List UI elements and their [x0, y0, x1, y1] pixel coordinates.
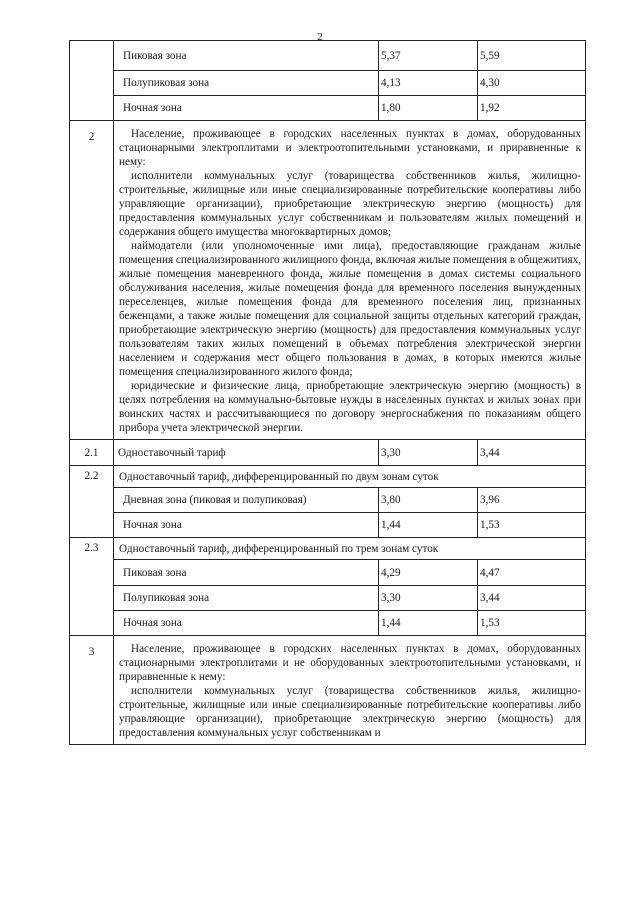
tariff-value-2: 3,44 — [478, 440, 586, 466]
table-row — [70, 488, 586, 513]
zone-label: Пиковая зона — [114, 41, 379, 71]
zone-label: Полупиковая зона — [114, 586, 379, 611]
paragraph: исполнители коммунальных услуг (товарищества собственников жилья, жилищно-строительные, жилищные или иные специализированные потребительские кооперативы либо управляющие организации), приобретающие электрическую энергию (мощность) для предоставления коммунальных услуг собственникам и пользователям жилых помещений и содержания общего имущества многоквартирных домов; — [119, 170, 581, 238]
zone-label: Ночная зона — [114, 611, 379, 636]
tariff-table — [69, 40, 586, 745]
tariff-value-1: 5,37 — [379, 41, 478, 71]
paragraph: Население, проживающее в городских населенных пунктах в домах, оборудованных стационарными электроплитами и не оборудованных электроотопительными установками, и приравненные к нему: — [119, 643, 581, 683]
zone-label: Пиковая зона — [114, 560, 379, 586]
tariff-value-2: 3,44 — [478, 586, 586, 611]
table-row — [70, 71, 586, 96]
tariff-value-2: 1,53 — [478, 611, 586, 636]
consumer-description — [114, 121, 586, 440]
row-number: 2.1 — [70, 440, 114, 466]
table-row — [70, 513, 586, 538]
paragraph: наймодатели (или уполномоченные ими лица), предоставляющие гражданам жилые помещения специализированного жилищного фонда, включая жилые помещения в общежитиях, жилые помещения маневренного фонда, жилые помещения в домах системы социального обслуживания населения, жилые помещения фонда для временного поселения вынужденных переселенцев, жилые помещения фонда для временного поселения лиц, признанных беженцами, а также жилые помещения для социальной защиты отдельных категорий граждан, приобретающие электрическую энергию (мощность) для предоставления коммунальных услуг пользователям таких жилых помещений в объемах потребления электрической энергии населением и содержания мест общего пользования в домах, в которых имеются жилые помещения специализированного жилого фонда; — [119, 240, 581, 378]
row-number: 2.3 — [70, 538, 114, 636]
tariff-value-1: 1,44 — [379, 611, 478, 636]
row-number: 3 — [70, 636, 114, 745]
table-row — [70, 560, 586, 586]
zone-label: Ночная зона — [114, 513, 379, 538]
paragraph: Население, проживающее в городских населенных пунктах в домах, оборудованных стационарными электроплитами и электроотопительными установками, и приравненные к нему: — [119, 128, 581, 168]
tariff-value-2: 5,59 — [478, 41, 586, 71]
tariff-value-1: 4,29 — [379, 560, 478, 586]
tariff-value-1: 3,30 — [379, 586, 478, 611]
tariff-value-2: 3,96 — [478, 488, 586, 513]
table-row — [70, 636, 586, 745]
tariff-value-2: 1,53 — [478, 513, 586, 538]
paragraph: юридические и физические лица, приобретающие электрическую энергию (мощность) в целях потребления на коммунально-бытовые нужды в населенных пунктах и жилых зонах при воинских частях и рассчитывающиеся по договору энергоснабжения по показаниям общего прибора учета электрической энергии. — [119, 380, 581, 434]
tariff-value-1: 1,80 — [379, 96, 478, 121]
table-row — [70, 611, 586, 636]
table-row — [70, 121, 586, 440]
consumer-description — [114, 636, 586, 745]
page-number: 2 — [317, 31, 323, 43]
zone-label: Ночная зона — [114, 96, 379, 121]
tariff-value-2: 1,92 — [478, 96, 586, 121]
zone-label: Дневная зона (пиковая и полупиковая) — [114, 488, 379, 513]
tariff-heading: Одноставочный тариф, дифференцированный по трем зонам суток — [114, 538, 586, 560]
zone-label: Полупиковая зона — [114, 71, 379, 96]
table-row — [70, 538, 586, 560]
tariff-heading: Одноставочный тариф, дифференцированный по двум зонам суток — [114, 466, 586, 488]
table-row — [70, 41, 586, 71]
table-row — [70, 96, 586, 121]
table-row — [70, 466, 586, 488]
tariff-value-2: 4,30 — [478, 71, 586, 96]
tariff-value-2: 4,47 — [478, 560, 586, 586]
tariff-value-1: 4,13 — [379, 71, 478, 96]
table-row — [70, 440, 586, 466]
paragraph: исполнители коммунальных услуг (товарищества собственников жилья, жилищно-строительные, жилищные или иные специализированные потребительские кооперативы либо управляющие организации), приобретающие электрическую энергию (мощность) для предоставления коммунальных услуг собственникам и — [119, 685, 581, 739]
tariff-value-1: 1,44 — [379, 513, 478, 538]
tariff-label: Одноставочный тариф — [114, 440, 379, 466]
tariff-value-1: 3,30 — [379, 440, 478, 466]
table-row — [70, 586, 586, 611]
row-number — [70, 41, 114, 121]
row-number: 2 — [70, 121, 114, 440]
row-number: 2.2 — [70, 466, 114, 538]
tariff-value-1: 3,80 — [379, 488, 478, 513]
